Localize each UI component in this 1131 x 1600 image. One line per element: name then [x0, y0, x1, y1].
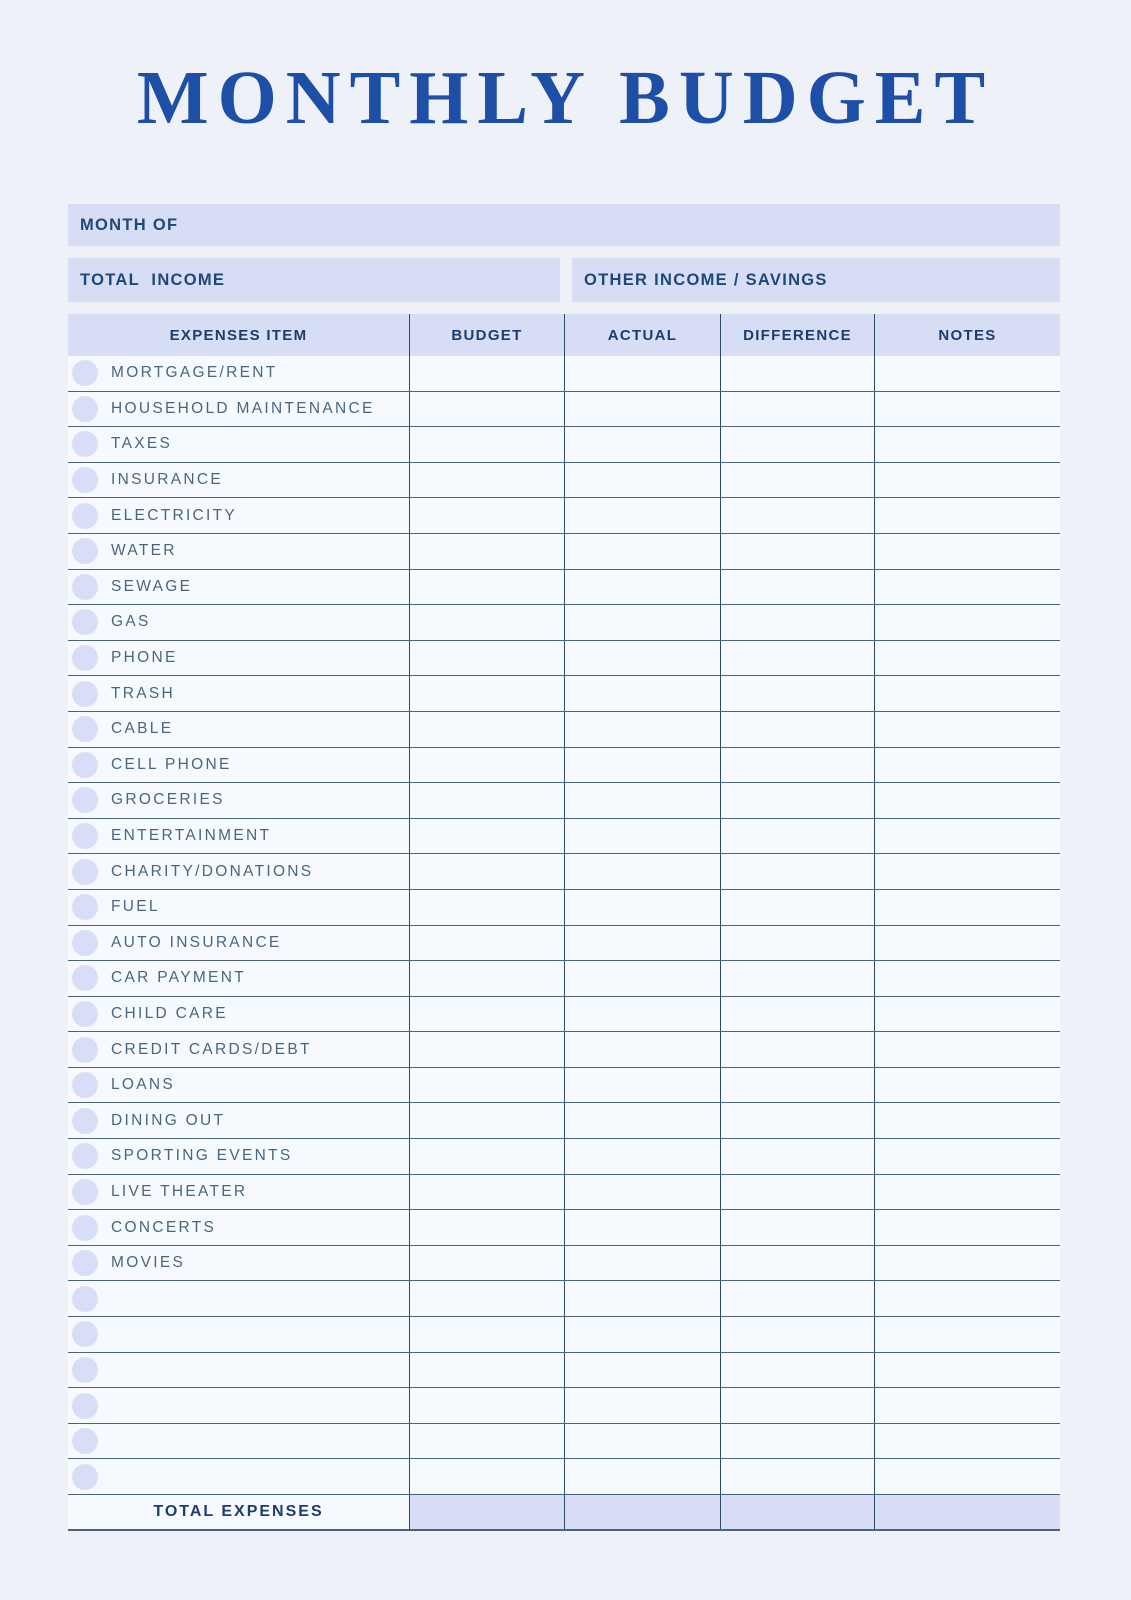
expense-item-label: FUEL	[111, 898, 160, 916]
difference-cell[interactable]	[720, 570, 874, 605]
expenses-table	[68, 314, 1060, 1531]
bullet-icon	[72, 1250, 98, 1276]
actual-cell[interactable]	[564, 961, 720, 996]
bullet-icon	[72, 859, 98, 885]
expense-item-cell	[68, 783, 409, 818]
table-row	[68, 926, 1060, 962]
column-header-expenses-item: EXPENSES ITEM	[169, 326, 308, 344]
difference-cell[interactable]	[720, 1424, 874, 1459]
actual-cell[interactable]	[564, 605, 720, 640]
expense-item-label: LOANS	[111, 1076, 176, 1094]
table-row	[68, 1459, 1060, 1495]
notes-cell[interactable]	[874, 356, 1060, 391]
notes-cell[interactable]	[874, 1459, 1060, 1494]
notes-cell[interactable]	[874, 712, 1060, 747]
expense-item-label: LIVE THEATER	[111, 1182, 248, 1200]
difference-cell[interactable]	[720, 1032, 874, 1067]
expense-item-label: CELL PHONE	[111, 755, 232, 773]
table-row	[68, 961, 1060, 997]
notes-cell[interactable]	[874, 1353, 1060, 1388]
table-row	[68, 854, 1060, 890]
bullet-icon	[72, 965, 98, 991]
expense-item-cell	[68, 463, 409, 498]
notes-cell[interactable]	[874, 427, 1060, 462]
actual-cell[interactable]	[564, 783, 720, 818]
difference-cell[interactable]	[720, 534, 874, 569]
budget-cell[interactable]	[409, 605, 564, 640]
difference-cell[interactable]	[720, 926, 874, 961]
budget-cell[interactable]	[409, 641, 564, 676]
expense-item-label: SPORTING EVENTS	[111, 1147, 293, 1165]
actual-cell[interactable]	[564, 534, 720, 569]
difference-cell[interactable]	[720, 1281, 874, 1316]
budget-cell[interactable]	[409, 961, 564, 996]
difference-cell[interactable]	[720, 1103, 874, 1138]
difference-cell[interactable]	[720, 1175, 874, 1210]
notes-cell[interactable]	[874, 1317, 1060, 1352]
actual-cell[interactable]	[564, 1068, 720, 1103]
notes-cell[interactable]	[874, 570, 1060, 605]
notes-cell[interactable]	[874, 783, 1060, 818]
bullet-icon	[72, 467, 98, 493]
expense-item-label: GAS	[111, 613, 151, 631]
budget-cell[interactable]	[409, 1281, 564, 1316]
table-row	[68, 997, 1060, 1033]
expense-item-cell	[68, 1175, 409, 1210]
bullet-icon	[72, 1037, 98, 1063]
bullet-icon	[72, 360, 98, 386]
expense-item-label: CHARITY/DONATIONS	[111, 862, 314, 880]
actual-cell[interactable]	[564, 712, 720, 747]
actual-cell[interactable]	[564, 1032, 720, 1067]
expense-item-label: HOUSEHOLD MAINTENANCE	[111, 399, 375, 417]
notes-cell[interactable]	[874, 392, 1060, 427]
bullet-icon	[72, 431, 98, 457]
expense-item-cell	[68, 819, 409, 854]
notes-cell[interactable]	[874, 463, 1060, 498]
budget-cell[interactable]	[409, 1210, 564, 1245]
notes-cell[interactable]	[874, 534, 1060, 569]
difference-cell[interactable]	[720, 997, 874, 1032]
expense-item-label: AUTO INSURANCE	[111, 933, 282, 951]
bullet-icon	[72, 503, 98, 529]
bullet-icon	[72, 1215, 98, 1241]
difference-cell[interactable]	[720, 641, 874, 676]
expense-item-label: CREDIT CARDS/DEBT	[111, 1040, 312, 1058]
difference-cell[interactable]	[720, 498, 874, 533]
expense-item-label: SEWAGE	[111, 577, 193, 595]
bullet-icon	[72, 1464, 98, 1490]
budget-cell[interactable]	[409, 748, 564, 783]
difference-cell[interactable]	[720, 1388, 874, 1423]
actual-cell[interactable]	[564, 997, 720, 1032]
expense-item-cell	[68, 1424, 409, 1459]
actual-cell[interactable]	[564, 427, 720, 462]
difference-cell[interactable]	[720, 676, 874, 711]
expense-item-label: ELECTRICITY	[111, 506, 238, 524]
bullet-icon	[72, 609, 98, 635]
difference-cell[interactable]	[720, 392, 874, 427]
total-expenses-row	[68, 1495, 1060, 1531]
difference-cell[interactable]	[720, 783, 874, 818]
bullet-icon	[72, 787, 98, 813]
expense-item-cell	[68, 748, 409, 783]
budget-cell[interactable]	[409, 463, 564, 498]
budget-cell[interactable]	[409, 1246, 564, 1281]
notes-cell[interactable]	[874, 1246, 1060, 1281]
expense-item-label: MOVIES	[111, 1254, 186, 1272]
budget-cell[interactable]	[409, 570, 564, 605]
expense-item-label: CAR PAYMENT	[111, 969, 246, 987]
expense-item-cell	[68, 1281, 409, 1316]
month-of-field[interactable]	[68, 204, 1060, 246]
difference-cell[interactable]	[720, 427, 874, 462]
table-row	[68, 1246, 1060, 1282]
bullet-icon	[72, 894, 98, 920]
total-income-field[interactable]	[68, 258, 560, 302]
expense-item-label: TAXES	[111, 435, 173, 453]
notes-cell[interactable]	[874, 748, 1060, 783]
expense-item-cell	[68, 605, 409, 640]
notes-cell[interactable]	[874, 1281, 1060, 1316]
other-income-savings-label: OTHER INCOME / SAVINGS	[584, 270, 828, 289]
table-row	[68, 1281, 1060, 1317]
budget-cell[interactable]	[409, 854, 564, 889]
total-expenses-label: TOTAL EXPENSES	[153, 1503, 324, 1520]
expense-item-label: DINING OUT	[111, 1111, 226, 1129]
bullet-icon	[72, 930, 98, 956]
table-row	[68, 1068, 1060, 1104]
budget-cell[interactable]	[409, 1424, 564, 1459]
actual-cell[interactable]	[564, 498, 720, 533]
difference-cell[interactable]	[720, 1317, 874, 1352]
notes-cell[interactable]	[874, 1388, 1060, 1423]
table-row	[68, 1210, 1060, 1246]
table-row	[68, 1032, 1060, 1068]
actual-cell[interactable]	[564, 1353, 720, 1388]
notes-cell[interactable]	[874, 997, 1060, 1032]
total-budget-cell[interactable]	[409, 1495, 564, 1529]
expense-item-cell	[68, 392, 409, 427]
bullet-icon	[72, 1072, 98, 1098]
difference-cell[interactable]	[720, 961, 874, 996]
expense-item-label: WATER	[111, 542, 177, 560]
actual-cell[interactable]	[564, 676, 720, 711]
expense-item-cell	[68, 712, 409, 747]
notes-cell[interactable]	[874, 926, 1060, 961]
bullet-icon	[72, 1357, 98, 1383]
expense-item-cell	[68, 890, 409, 925]
difference-cell[interactable]	[720, 819, 874, 854]
actual-cell[interactable]	[564, 1317, 720, 1352]
bullet-icon	[72, 716, 98, 742]
table-row	[68, 712, 1060, 748]
expense-item-cell	[68, 1388, 409, 1423]
notes-cell[interactable]	[874, 676, 1060, 711]
column-header-budget: BUDGET	[409, 314, 564, 356]
bullet-icon	[72, 645, 98, 671]
table-row	[68, 676, 1060, 712]
expense-item-label: CABLE	[111, 720, 174, 738]
notes-cell[interactable]	[874, 854, 1060, 889]
table-body	[68, 356, 1060, 1495]
notes-cell[interactable]	[874, 1175, 1060, 1210]
actual-cell[interactable]	[564, 1388, 720, 1423]
bullet-icon	[72, 1428, 98, 1454]
column-header-difference: DIFFERENCE	[720, 314, 874, 356]
table-row	[68, 748, 1060, 784]
difference-cell[interactable]	[720, 854, 874, 889]
table-row	[68, 534, 1060, 570]
budget-cell[interactable]	[409, 676, 564, 711]
bullet-icon	[72, 396, 98, 422]
expense-item-cell	[68, 356, 409, 391]
notes-cell[interactable]	[874, 1139, 1060, 1174]
bullet-icon	[72, 1321, 98, 1347]
table-row	[68, 1175, 1060, 1211]
table-row	[68, 427, 1060, 463]
bullet-icon	[72, 1001, 98, 1027]
expense-item-label: CHILD CARE	[111, 1004, 228, 1022]
actual-cell[interactable]	[564, 1246, 720, 1281]
budget-cell[interactable]	[409, 534, 564, 569]
total-actual-cell[interactable]	[564, 1495, 720, 1529]
notes-cell[interactable]	[874, 1103, 1060, 1138]
total-income-label: TOTAL INCOME	[80, 270, 226, 289]
table-row	[68, 1103, 1060, 1139]
expense-item-label: INSURANCE	[111, 471, 223, 489]
table-header	[68, 314, 1060, 356]
table-row	[68, 1353, 1060, 1389]
expense-item-cell	[68, 1210, 409, 1245]
expense-item-label: PHONE	[111, 649, 178, 667]
difference-cell[interactable]	[720, 605, 874, 640]
budget-cell[interactable]	[409, 1459, 564, 1494]
actual-cell[interactable]	[564, 1424, 720, 1459]
expense-item-cell	[68, 427, 409, 462]
difference-cell[interactable]	[720, 356, 874, 391]
expense-item-cell	[68, 1459, 409, 1494]
table-row	[68, 463, 1060, 499]
budget-cell[interactable]	[409, 356, 564, 391]
column-header-actual: ACTUAL	[564, 314, 720, 356]
expense-item-cell	[68, 854, 409, 889]
notes-cell[interactable]	[874, 641, 1060, 676]
notes-cell[interactable]	[874, 1424, 1060, 1459]
table-row	[68, 1388, 1060, 1424]
table-row	[68, 783, 1060, 819]
expense-item-cell	[68, 1103, 409, 1138]
difference-cell[interactable]	[720, 890, 874, 925]
actual-cell[interactable]	[564, 890, 720, 925]
table-row	[68, 356, 1060, 392]
expense-item-cell	[68, 961, 409, 996]
expense-item-label: TRASH	[111, 684, 176, 702]
expense-item-cell	[68, 1246, 409, 1281]
table-row	[68, 605, 1060, 641]
actual-cell[interactable]	[564, 1281, 720, 1316]
expense-item-cell	[68, 1139, 409, 1174]
difference-cell[interactable]	[720, 712, 874, 747]
budget-cell[interactable]	[409, 890, 564, 925]
notes-cell[interactable]	[874, 605, 1060, 640]
expense-item-label: ENTERTAINMENT	[111, 827, 272, 845]
page-title: MONTHLY BUDGET	[136, 56, 995, 140]
expense-item-cell	[68, 534, 409, 569]
budget-cell[interactable]	[409, 819, 564, 854]
budget-cell[interactable]	[409, 1032, 564, 1067]
difference-cell[interactable]	[720, 748, 874, 783]
budget-cell[interactable]	[409, 712, 564, 747]
expense-item-cell	[68, 1353, 409, 1388]
notes-cell[interactable]	[874, 498, 1060, 533]
total-notes-cell[interactable]	[874, 1495, 1060, 1529]
difference-cell[interactable]	[720, 1139, 874, 1174]
actual-cell[interactable]	[564, 641, 720, 676]
expense-item-cell	[68, 997, 409, 1032]
actual-cell[interactable]	[564, 392, 720, 427]
bullet-icon	[72, 1179, 98, 1205]
budget-cell[interactable]	[409, 997, 564, 1032]
budget-cell[interactable]	[409, 783, 564, 818]
budget-cell[interactable]	[409, 498, 564, 533]
bullet-icon	[72, 1393, 98, 1419]
budget-cell[interactable]	[409, 1175, 564, 1210]
actual-cell[interactable]	[564, 463, 720, 498]
bullet-icon	[72, 752, 98, 778]
difference-cell[interactable]	[720, 1210, 874, 1245]
actual-cell[interactable]	[564, 854, 720, 889]
bullet-icon	[72, 1143, 98, 1169]
budget-cell[interactable]	[409, 1317, 564, 1352]
budget-cell[interactable]	[409, 1139, 564, 1174]
difference-cell[interactable]	[720, 1068, 874, 1103]
budget-cell[interactable]	[409, 1103, 564, 1138]
expense-item-cell	[68, 1032, 409, 1067]
budget-cell[interactable]	[409, 427, 564, 462]
difference-cell[interactable]	[720, 1353, 874, 1388]
notes-cell[interactable]	[874, 961, 1060, 996]
table-row	[68, 890, 1060, 926]
bullet-icon	[72, 574, 98, 600]
bullet-icon	[72, 1108, 98, 1134]
table-row	[68, 819, 1060, 855]
notes-cell[interactable]	[874, 1032, 1060, 1067]
difference-cell[interactable]	[720, 1246, 874, 1281]
bullet-icon	[72, 681, 98, 707]
expense-item-cell	[68, 641, 409, 676]
expense-item-cell	[68, 1068, 409, 1103]
table-row	[68, 570, 1060, 606]
notes-cell[interactable]	[874, 890, 1060, 925]
actual-cell[interactable]	[564, 926, 720, 961]
actual-cell[interactable]	[564, 1459, 720, 1494]
expense-item-cell	[68, 498, 409, 533]
table-row	[68, 1139, 1060, 1175]
bullet-icon	[72, 823, 98, 849]
bullet-icon	[72, 1286, 98, 1312]
month-of-label: MONTH OF	[80, 215, 179, 234]
actual-cell[interactable]	[564, 1175, 720, 1210]
actual-cell[interactable]	[564, 748, 720, 783]
expense-item-cell	[68, 676, 409, 711]
actual-cell[interactable]	[564, 1139, 720, 1174]
actual-cell[interactable]	[564, 819, 720, 854]
actual-cell[interactable]	[564, 1103, 720, 1138]
expense-item-cell	[68, 570, 409, 605]
budget-cell[interactable]	[409, 1388, 564, 1423]
budget-cell[interactable]	[409, 1068, 564, 1103]
budget-cell[interactable]	[409, 1353, 564, 1388]
notes-cell[interactable]	[874, 1068, 1060, 1103]
other-income-savings-field[interactable]	[572, 258, 1060, 302]
table-row	[68, 392, 1060, 428]
table-row	[68, 1317, 1060, 1353]
column-header-notes: NOTES	[874, 314, 1060, 356]
budget-cell[interactable]	[409, 392, 564, 427]
expense-item-label: CONCERTS	[111, 1218, 217, 1236]
expense-item-label: GROCERIES	[111, 791, 225, 809]
budget-cell[interactable]	[409, 926, 564, 961]
bullet-icon	[72, 538, 98, 564]
expense-item-cell	[68, 926, 409, 961]
actual-cell[interactable]	[564, 1210, 720, 1245]
actual-cell[interactable]	[564, 356, 720, 391]
expense-item-label: MORTGAGE/RENT	[111, 364, 278, 382]
notes-cell[interactable]	[874, 1210, 1060, 1245]
actual-cell[interactable]	[564, 570, 720, 605]
expense-item-cell	[68, 1317, 409, 1352]
notes-cell[interactable]	[874, 819, 1060, 854]
table-row	[68, 641, 1060, 677]
table-row	[68, 498, 1060, 534]
difference-cell[interactable]	[720, 1459, 874, 1494]
total-difference-cell[interactable]	[720, 1495, 874, 1529]
table-row	[68, 1424, 1060, 1460]
difference-cell[interactable]	[720, 463, 874, 498]
